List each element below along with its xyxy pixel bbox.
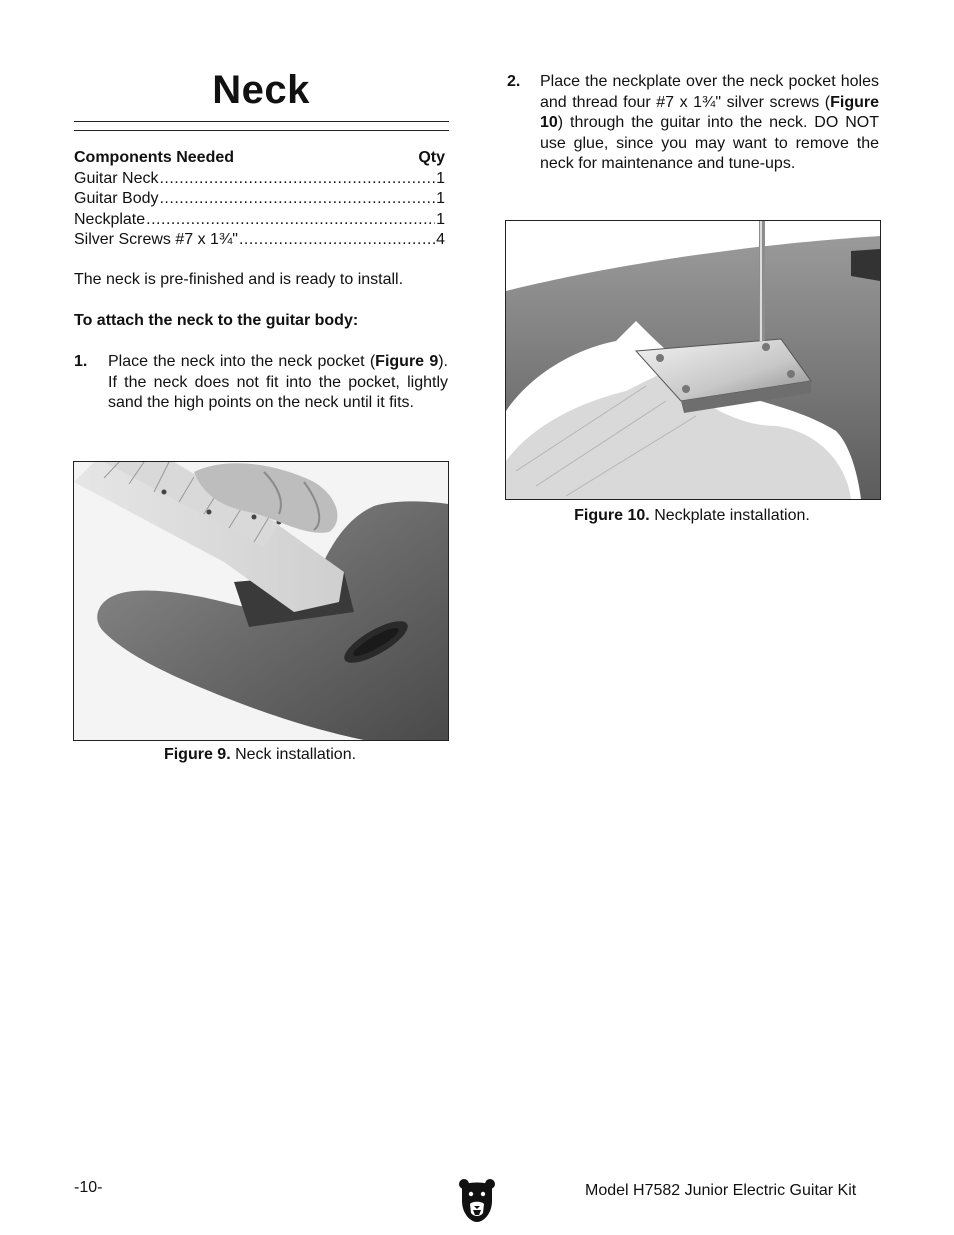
component-row <box>74 210 445 231</box>
page-title: Neck <box>212 68 310 112</box>
step-text-after: ). If the neck does not fit into the pocket, lightly sand the high points on the neck until it fits. <box>108 353 448 411</box>
page-number: -10- <box>74 1179 103 1196</box>
component-qty: 1 <box>436 169 445 187</box>
title-rule-bottom <box>74 130 449 131</box>
figure-label: Figure 10. <box>574 507 650 524</box>
intro-text: The neck is pre-finished and is ready to install. <box>74 271 404 288</box>
component-row <box>74 189 445 210</box>
component-name: Neckplate <box>74 210 146 228</box>
figure-label: Figure 9. <box>163 746 231 763</box>
components-header-label: Components Needed <box>74 149 235 166</box>
component-row <box>74 230 445 251</box>
footer-model: Model H7582 Junior Electric Guitar Kit <box>585 1182 857 1199</box>
figure-reference: Figure 10 <box>540 93 879 131</box>
leader-dots <box>239 230 435 251</box>
component-name: Silver Screws #7 x 1¾" <box>74 231 238 248</box>
figure-9-caption <box>73 745 447 765</box>
components-header-qty: Qty <box>418 149 445 166</box>
step-text-after: ) through the guitar into the neck. DO NOT use glue, since you may want to remove the neck for maintenance and tune-ups. <box>540 114 879 172</box>
title-rule-top <box>74 121 449 122</box>
leader-dots <box>146 210 435 231</box>
component-name: Guitar Body <box>74 190 159 207</box>
component-qty: 1 <box>436 190 445 207</box>
component-qty: 4 <box>436 231 445 248</box>
step-text-before: Place the neck into the neck pocket ( <box>108 353 376 370</box>
leader-dots <box>159 169 435 190</box>
components-list <box>74 148 445 251</box>
step-text-before: Place the neckplate over the neck pocket holes and thread four #7 x 1¾" silver screws ( <box>540 73 879 111</box>
step-number: 2. <box>507 73 521 90</box>
component-row <box>74 169 445 190</box>
bear-head-logo-icon <box>458 1177 496 1223</box>
component-qty: 1 <box>436 210 445 228</box>
leader-dots <box>159 189 435 210</box>
figure-10-caption <box>505 506 879 526</box>
component-name: Guitar Neck <box>74 169 159 187</box>
figure-10-photo <box>505 220 881 500</box>
step-number: 1. <box>74 353 88 370</box>
step-1-text <box>108 352 448 414</box>
figure-caption-text: Neck installation. <box>235 746 357 763</box>
figure-caption-text: Neckplate installation. <box>654 507 810 524</box>
step-2-text <box>540 72 879 175</box>
figure-9-photo <box>73 461 449 741</box>
figure-reference: Figure 9 <box>375 353 439 370</box>
components-header <box>74 148 445 169</box>
procedure-heading: To attach the neck to the guitar body: <box>74 312 359 329</box>
